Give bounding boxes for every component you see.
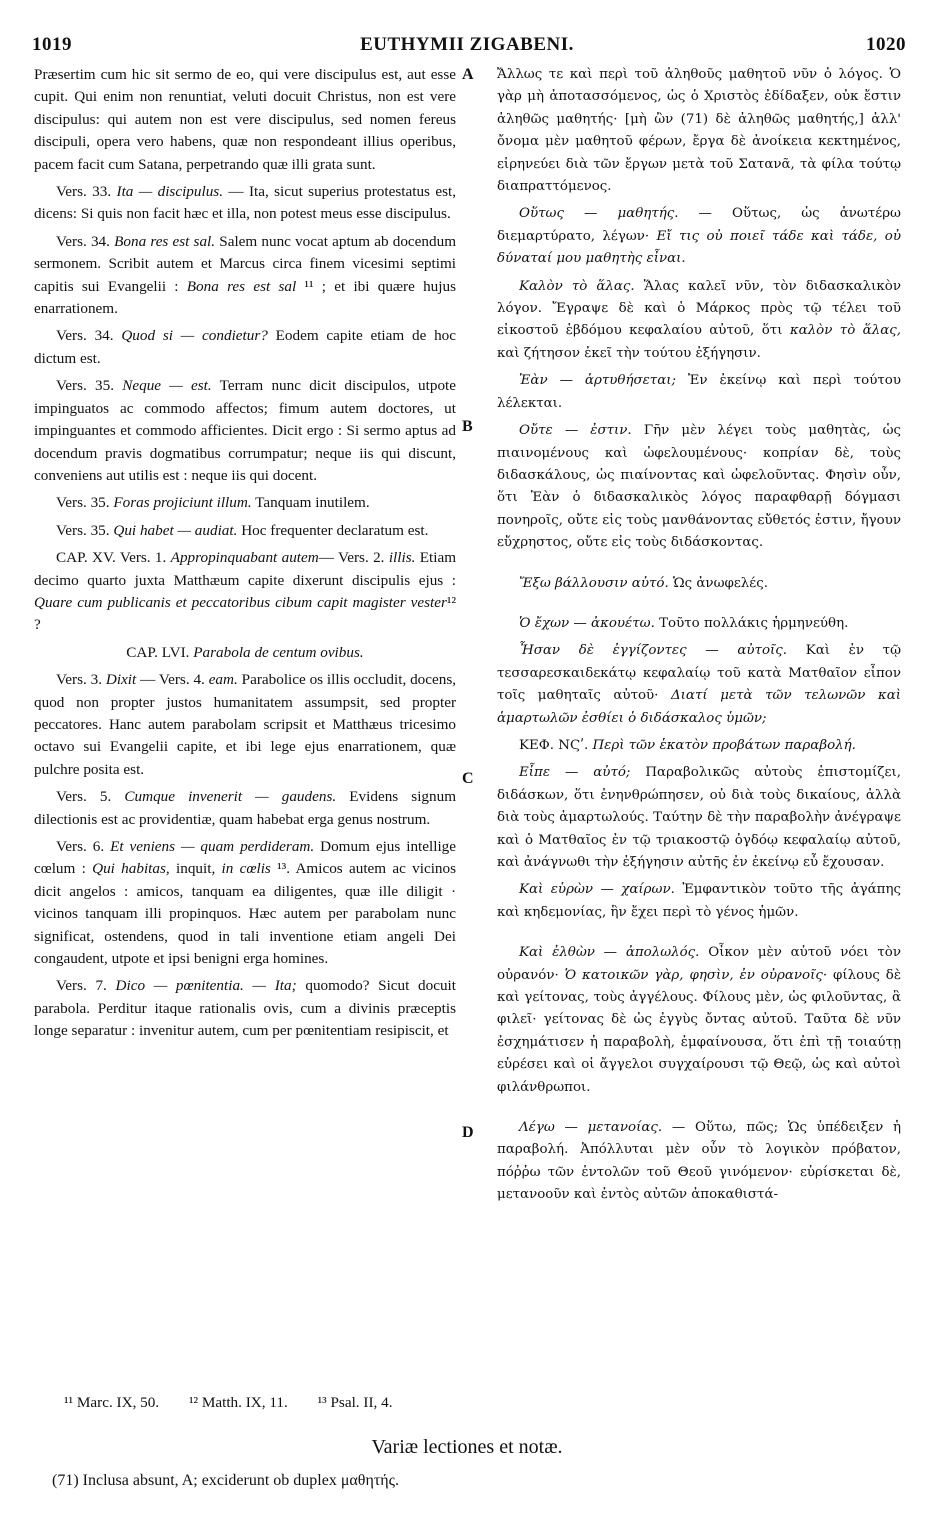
greek-column [497,64,901,1212]
variae-lectiones-note: (71) Inclusa absunt, A; exciderunt ob duplex μαθητής. [52,1472,399,1489]
chapter-heading: CAP. LVI. Parabola de centum ovibus. [126,643,364,661]
greek-paragraph: Καὶ ἐλθὼν — ἀπολωλός. Οἶκον μὲν αὐτοῦ νόει τὸν οὐρανόν· Ὁ κατοικῶν γὰρ, φησὶν, ἐν οὐρανοῖς· φίλους δὲ καὶ γείτονας, τοὺς ἀγγέλους. Φίλους μὲν, ὡς φιλοῦντας, ἃ φιλεῖ· γείτονας δὲ ὡς ἐγγὺς ὄντας αὐτοῦ. Ταῦτα δὲ νῦν ἐσχημάτισεν ἡ παραβολὴ, ἐμφαίνουσα, ὅτι ἐπὶ τῇ τοιαύτῃ εὑρέσει καὶ οἱ ἄγγελοι συγχαίρουσι τῷ Θεῷ, ὡς καὶ αὐτοὶ φιλάνθρωποι. [497,945,902,1095]
greek-paragraph: Ὁ ἔχων — ἀκουέτω. Τοῦτο πολλάκις ἡρμηνεύθη. [519,615,849,631]
page-number-left: 1019 [32,34,72,55]
footnote-12: ¹² Matth. IX, 11. [188,1394,288,1411]
latin-paragraph: Vers. 33. Ita — discipulus. — Ita, sicut superius protestatus est, dicens: Si quis non facit hæc et illa, non potest meus esse discipulus. [34,183,456,223]
latin-paragraph: Vers. 5. Cumque invenerit — gaudens. Evidens signum dilectionis est ac providentiæ, quam habebat erga genus nostrum. [34,788,457,828]
margin-marker-a: A [462,66,474,83]
margin-marker-d: D [462,1124,474,1141]
greek-paragraph: Ἔξω βάλλουσιν αὐτό. Ὡς ἀνωφελές. [519,575,768,591]
latin-paragraph: Vers. 7. Dico — pœnitentia. — Ita; quomodo? Sicut docuit parabola. Perditur itaque rationalis ovis, cum a divinis præceptis longe separatur : invenitur autem, cum per pœnitentiam resipiscit, et [34,977,456,1040]
latin-paragraph: Vers. 6. Et veniens — quam perdideram. Domum ejus intellige cœlum : Qui habitas, inquit, in cœlis ¹³. Amicos autem ac vicinos dicit angelos : amicos, tanquam ea diligentes, quæ ille diligit · vicinos tanquam illi propinquos. Hæc autem per parabolam nunc significat, ostendens, quod in tali inventione etiam angeli Dei congaudent, utpote et ipsi benigni erga homines. [34,838,457,968]
greek-paragraph: Ἦσαν δὲ ἐγγίζοντες — αὐτοῖς. Καὶ ἐν τῷ τεσσαρεσκαιδεκάτῳ κεφαλαίῳ τοῦ κατὰ Ματθαῖον εἶπον τοῖς μαθηταῖς αὐτοῦ· Διατί μετὰ τῶν τελωνῶν καὶ ἁμαρτωλῶν ἐσθίει ὁ διδάσκαλος ὑμῶν; [497,643,902,726]
greek-paragraph: Οὔτε — ἐστιν. Γῆν μὲν λέγει τοὺς μαθητὰς, ὡς πιαινομένους καὶ ὠφελουμένους· κοπρίαν δὲ, τοὺς διδασκάλους, ὡς πιαίνοντας καὶ ὠφελοῦντας. Φησὶν οὖν, ὅτι Ἐὰν ὁ διδασκαλικὸς λόγος παραφθαρῇ δόγμασι πονηροῖς, οὔτε εἰς τοὺς μανθάνοντας εὔθετός ἐστιν, ἤγουν εὔχρηστος, οὔτε εἰς τοὺς διδάσκοντας. [497,423,901,551]
page-number-right: 1020 [866,34,906,55]
latin-paragraph: Vers. 35. Foras projiciunt illum. Tanquam inutilem. [56,494,370,512]
greek-paragraph: Καὶ εὑρὼν — χαίρων. Ἐμφαντικὸν τοῦτο τῆς ἀγάπης καὶ κηδεμονίας, ἣν ἔχει περὶ τὸ γένος ἡμῶν. [497,882,901,920]
footnote-11: ¹¹ Marc. IX, 50. [64,1394,160,1411]
latin-paragraph: Vers. 35. Qui habet — audiat. Hoc frequenter declaratum est. [56,521,429,539]
running-header [28,34,906,60]
page-title: EUTHYMII ZIGABENI. [360,34,574,55]
margin-marker-c: C [462,770,474,787]
greek-paragraph: Ἐὰν — ἀρτυθήσεται; Ἐν ἐκείνῳ καὶ περὶ τούτου λέλεκται. [497,373,901,411]
variae-lectiones-title: Variæ lectiones et notæ. [371,1436,563,1458]
latin-paragraph: Vers. 34. Bona res est sal. Salem nunc vocat aptum ab docendum sermonem. Scribit autem et Marcus circa finem vicesimi septimi capitis sui Evangelii : Bona res est sal ¹¹ ; et ibi quære hujus enarrationem. [34,232,457,318]
latin-paragraph: Vers. 35. Neque — est. Terram nunc dicit discipulos, utpote impinguatos ac commodo affectos; fimum autem doctores, ut impinguantes et commodo afficientes. Dicit ergo : Si sermo aptus ad docendum pravis dogmatibus corrumpatur; neque iis qui discunt, conveniens aut utilis est : neque iis qui docent. [34,377,456,484]
greek-chapter-heading: ΚΕΦ. ΝϚʹ. Περὶ τῶν ἑκατὸν προβάτων παραβολή. [519,737,856,753]
margin-marker-b: B [462,418,473,435]
greek-paragraph: Ἄλλως τε καὶ περὶ τοῦ ἀληθοῦς μαθητοῦ νῦν ὁ λόγος. Ὁ γὰρ μὴ ἀποτασσόμενος, ὡς ὁ Χριστὸς ἐδίδαξεν, οὐκ ἔστιν ἀληθῶς μαθητής· [μὴ ὢν (71) δὲ ἀληθῶς μαθητής,] ἀλλ' ὄνομα μὲν μαθητοῦ φέρων, ἔργα δὲ ἀνοίκεια κεκτημένος, εἰρηνεύει διὰ τῶν ἔργων μετὰ τοῦ Σατανᾶ, τὰ φίλα τούτῳ διαπραττόμενος. [497,67,901,195]
greek-paragraph: Εἶπε — αὐτό; Παραβολικῶς αὐτοὺς ἐπιστομίζει, διδάσκων, ὅτι ἐνηνθρώπησεν, οὐ διὰ τοὺς δικαίους, ἀλλὰ διὰ τοὺς ἁμαρτωλούς. Ταύτην δὲ τὴν παραβολὴν ἀνέγραψε καὶ ὁ Ματθαῖος ἐν τῷ τριακοστῷ ὀγδόῳ κεφαλαίῳ αὐτοῦ, καὶ ἀνάγνωθι τὴν ἐξήγησιν αὐτῆς ἐν ἐκείνῳ εὖ ἔχουσαν. [497,765,901,870]
greek-paragraph: Λέγω — μετανοίας. — Οὕτω, πῶς; Ὡς ὑπέδειξεν ἡ παραβολή. Ἀπόλλυται μὲν οὖν τὸ λογικὸν πρόβατον, πόῤῥω τῶν ἐντολῶν τοῦ Θεοῦ γινόμενον· εὑρίσκεται δὲ, μετανοοῦν καὶ ἐντὸς αὐτῶν ἀποκαθιστά- [497,1120,901,1203]
latin-paragraph: Præsertim cum hic sit sermo de eo, qui vere discipulus est, aut esse cupit. Qui enim non renuntiat, veluti docuit Christus, non est vere discipulus: qui autem non est vere discipulus, sed nomen fereus discipuli, opera vero habens, quæ non respondeant illius operibus, pacem facit cum Satana, perpetrando quæ illi grata sunt. [34,66,456,173]
footnote-13: ¹³ Psal. II, 4. [317,1394,393,1411]
latin-paragraph: Vers. 34. Quod si — condietur? Eodem capite etiam de hoc dictum est. [34,327,457,367]
greek-paragraph: Καλὸν τὸ ἅλας. Ἅλας καλεῖ νῦν, τὸν διδασκαλικὸν λόγον. Ἔγραψε δὲ καὶ ὁ Μάρκος πρὸς τῷ τέλει τοῦ εἰκοστοῦ ἑβδόμου κεφαλαίου αὐτοῦ, ὅτι καλὸν τὸ ἅλας, καὶ ζήτησον ἐκεῖ τὴν τούτου ἐξήγησιν. [497,278,902,361]
latin-column [34,64,456,1048]
greek-paragraph: Οὕτως — μαθητής. — Οὕτως, ὡς ἀνωτέρω διεμαρτύρατο, λέγων· Εἴ τις οὐ ποιεῖ τάδε καὶ τάδε, οὐ δύναταί μου μαθητὴς εἶναι. [497,206,901,267]
latin-paragraph: CAP. XV. Vers. 1. Appropinquabant autem— Vers. 2. illis. Etiam decimo quarto juxta Matthæum capite dixerunt discipulis ejus : Quare cum publicanis et peccatoribus cibum capit magister vester¹² ? [34,549,457,634]
latin-paragraph: Vers. 3. Dixit — Vers. 4. eam. Parabolice os illis occludit, docens, quod non propter justos humanitatem assumpsit, sed propter peccatores. Hanc autem parabolam scripsit et Matthæus tricesimo octavo sui Evangelii capite, et ibi lege ejus enarrationem, quæ pulchre posita est. [34,671,457,778]
footnotes [64,1394,884,1412]
